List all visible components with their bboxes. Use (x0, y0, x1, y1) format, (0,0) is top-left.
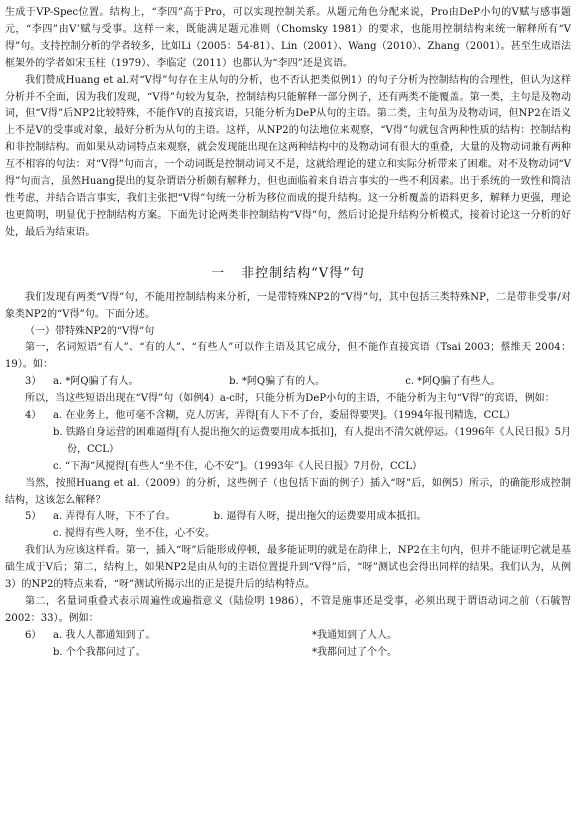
example-item: b. *阿Q骗了有的人。 (229, 376, 326, 388)
paper-page (5, 5, 571, 662)
example-item: b. 逼得有人呀，提出拖欠的运费要用成本抵扣。 (213, 511, 427, 523)
example-item: a. 在业务上，他可毫不含糊，克人厉害，弄得[有人下不了台，委屈得要哭]。（1994年报刊精选，CCL） (53, 410, 516, 422)
example-item: *我通知到了人人。 (312, 629, 397, 641)
example-item: a. 弄得有人呀，下不了台。 (53, 511, 176, 523)
example-item: b. 个个我都问过了。 (53, 646, 146, 658)
paragraph-point-one: 第一，名词短语“有人”、“有的人”、“有些人”可以作主语及其它成分，但不能作直接宾语（Tsai 2003；蔡维天 2004：19）。如： (5, 342, 571, 371)
section-heading (5, 261, 571, 287)
example-item: c. “下海”风搅得[有些人“坐不住，心不安”]。（1993年《人民日报》7月份，CCL） (53, 460, 422, 472)
example-4 (5, 408, 571, 476)
example-label: 3） (25, 376, 42, 388)
example-6 (5, 628, 571, 662)
example-item: c. 搅得有些人呀，坐不住，心不安。 (53, 528, 215, 540)
example-item: b. 铁路自身运营的困难逼得[有人提出拖欠的运费要用成本抵扣]，有人提出不清欠就停运。（1996年《人民日报》5月份，CCL） (53, 426, 571, 455)
example-item: *我都问过了个个。 (312, 646, 397, 658)
example-label: 6） (25, 629, 42, 641)
paragraph-so: 所以，当这些短语出现在“V得”句（如例4）a-c时，只能分析为DeP小句的主语，不能分析为主句“V得”的宾语，例如： (25, 393, 555, 405)
paragraph-continued: 生成于VP-Spec位置。结构上，“李四”高于Pro，可以实现控制关系。从题元角色分配来说，Pro由DeP小句的V赋与感事题元，“李四”由V’赋与受事。这样一来，既能满足题元准则（Chomsky 1981）的要求，也能用控制结构来统一解释所有“V得”句。支持控制分析的学者较多，比如Li（2005：54-81）、Lin（2001）、Wang（2010）、Zhang（2001）。甚至生成语法框架外的学者如宋玉柱（1979）、李临定（2011）也都认为“李四”还是宾语。 (5, 7, 571, 69)
paragraph-position: 我们赞成Huang et al.对“V得”句存在主从句的分析，也不否认把类似例1）的句子分析为控制结构的合理性，但认为这样分析并不全面，因为我们发现，“V得”句较为复杂，控制结构只能解释一部分例子，还有两类不能覆盖。第一类，主句是及物动词，但“V得”后NP2比较特殊，不能作V的直接宾语，只能分析为DeP从句的主语。第二类，主句虽为及物动词，但NP2在语义上不是V的受事或对象，最好分析为从句的主语。这样，从NP2的句法地位来观察，“V得”句就包含两种性质的结构：控制结构和非控制结构。而如果从动词特点来观察，就会发现能出现在这两种结构中的及物动词有很大的重叠，大量的及物动词兼有两种互不相容的句法：对“V得”句而言，一个动词既是控制动词又不是，这就给理论的建立和实际分析带来了困难。对不及物动词“V得”句而言，虽然Huang提出的复杂谓语分析颇有解释力，但也面临着来自语言事实的一些不利因素。出于系统的一致性和简洁性考虑，并结合语言事实，我们主张把“V得”句统一分析为移位而成的提升结构。这一分析覆盖的语料更多，解释力更强，理论也更简明，明显优于控制结构方案。下面先讨论两类非控制结构“V得”句，然后讨论提升结构分析模式，接着讨论这一分析的好处，最后为结束语。 (5, 74, 571, 238)
paragraph-point-two: 第二，名量词重叠式表示周遍性或遍指意义（陆俭明 1986），不管是施事还是受事，必须出现于谓语动词之前（石毓智 2002：33）。例如： (5, 596, 571, 624)
example-item: c. *阿Q骗了有些人。 (405, 376, 501, 388)
example-5 (5, 509, 571, 543)
section-number: 一 (211, 265, 226, 281)
paragraph-we-think: 我们认为应该这样看。第一，插入“呀”后能形成停顿，最多能证明的就是在韵律上，NP2在主句内，但并不能证明它就是基础生成于V后；第二，结构上，如果NP2是由从句的主语位置提升到“V得”后，“呀”测试也会得出同样的结果。我们认为，从例3）的NP2的特点来看，“呀”测试所揭示出的正是提升后的结构特点。 (5, 545, 571, 591)
example-item: a. *阿Q骗了有人。 (53, 376, 139, 388)
paragraph-of-course: 当然，按照Huang et al.（2009）的分析，这些例子（也包括下面的例子）插入“呀”后，如例5）所示，的确能形成控制结构，这该怎么解释？ (5, 477, 571, 506)
example-3 (5, 374, 571, 391)
example-item: a. 我人人都通知到了。 (53, 629, 156, 641)
paragraph-intro: 我们发现有两类“V得”句，不能用控制结构来分析，一是带特殊NP2的“V得”句，其中包括三类特殊NP，二是带非受事/对象类NP2的“V得”句。下面分述。 (5, 291, 571, 320)
subsection-heading: （一）带特殊NP2的“V得”句 (25, 325, 155, 337)
example-label: 4） (25, 410, 42, 422)
example-label: 5） (25, 511, 42, 523)
section-title: 非控制结构“V得”句 (241, 265, 365, 281)
